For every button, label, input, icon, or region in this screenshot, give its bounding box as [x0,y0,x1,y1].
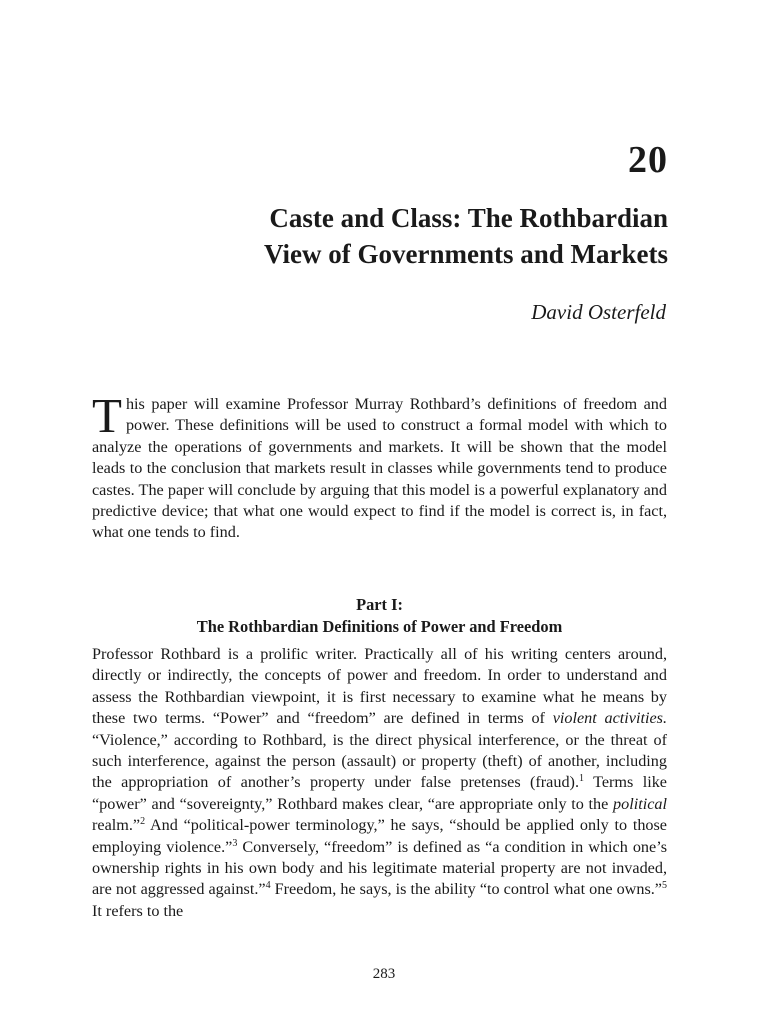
intro-paragraph [92,388,667,544]
emphasis-text: violent activities. [552,709,667,728]
footnote-marker: 5 [662,880,667,892]
text-run: Terms like “power” and “sovereignty,” Rothbard makes clear, “are appropriate only to the [92,773,667,813]
footnote-marker: 1 [579,773,584,785]
intro-text: his paper will examine Professor Murray Rothbard’s definitions of freedom and power. These definitions will be used to construct a formal model with which to analyze the operations of governments and markets. It will be shown that the model leads to the conclusion that markets result in classes while governments tend to produce castes. The paper will conclude by arguing that this model is a powerful explanatory and predictive device; that what one would expect to find if the model is correct is, in fact, what one tends to find. [92,395,667,542]
text-run: realm.” [92,816,141,835]
section-label: Part I: [356,595,403,614]
footnote-marker: 2 [140,816,146,828]
author-name: David Osterfeld [531,300,666,324]
text-run: Conversely, “freedom” is defined as “a condition in which one’s ownership rights in his own body and his legitimate material property are not invaded, are not aggressed against.” [92,837,667,899]
text-run: It refers to the [92,901,184,920]
chapter-title-line-2: View of Governments and Markets [264,239,668,269]
section-title: The Rothbardian Definitions of Power and Freedom [196,617,563,636]
text-run: And “political-power terminology,” he says, “should be applied only to those employing violence.” [92,816,667,856]
body-paragraph [92,644,667,922]
section-heading [92,594,667,638]
text-run: “Violence,” according to Rothbard, is the direct physical interference, or the threat of such interference, against the person (assault) or property (theft) of another, including the appropriation of another’s property under false pretenses (fraud). [92,730,667,792]
footnote-marker: 4 [265,880,271,892]
text-run: Freedom, he says, is the ability “to control what one owns.” [270,880,662,899]
emphasis-text: political [613,794,667,813]
page-number: 283 [372,966,396,982]
chapter-number: 20 [628,139,668,181]
footnote-marker: 3 [232,837,238,849]
chapter-title [108,200,668,272]
chapter-title-line-1: Caste and Class: The Rothbardian [269,203,668,233]
text-run: Professor Rothbard is a prolific writer. Practically all of his writing centers around, directly or indirectly, the concepts of power and freedom. In order to understand and assess the Rothbardian viewpoint, it is first necessary to examine what he means by these two terms. “Power” and “freedom” are defined in terms of [92,645,667,728]
drop-cap: T [92,388,122,443]
